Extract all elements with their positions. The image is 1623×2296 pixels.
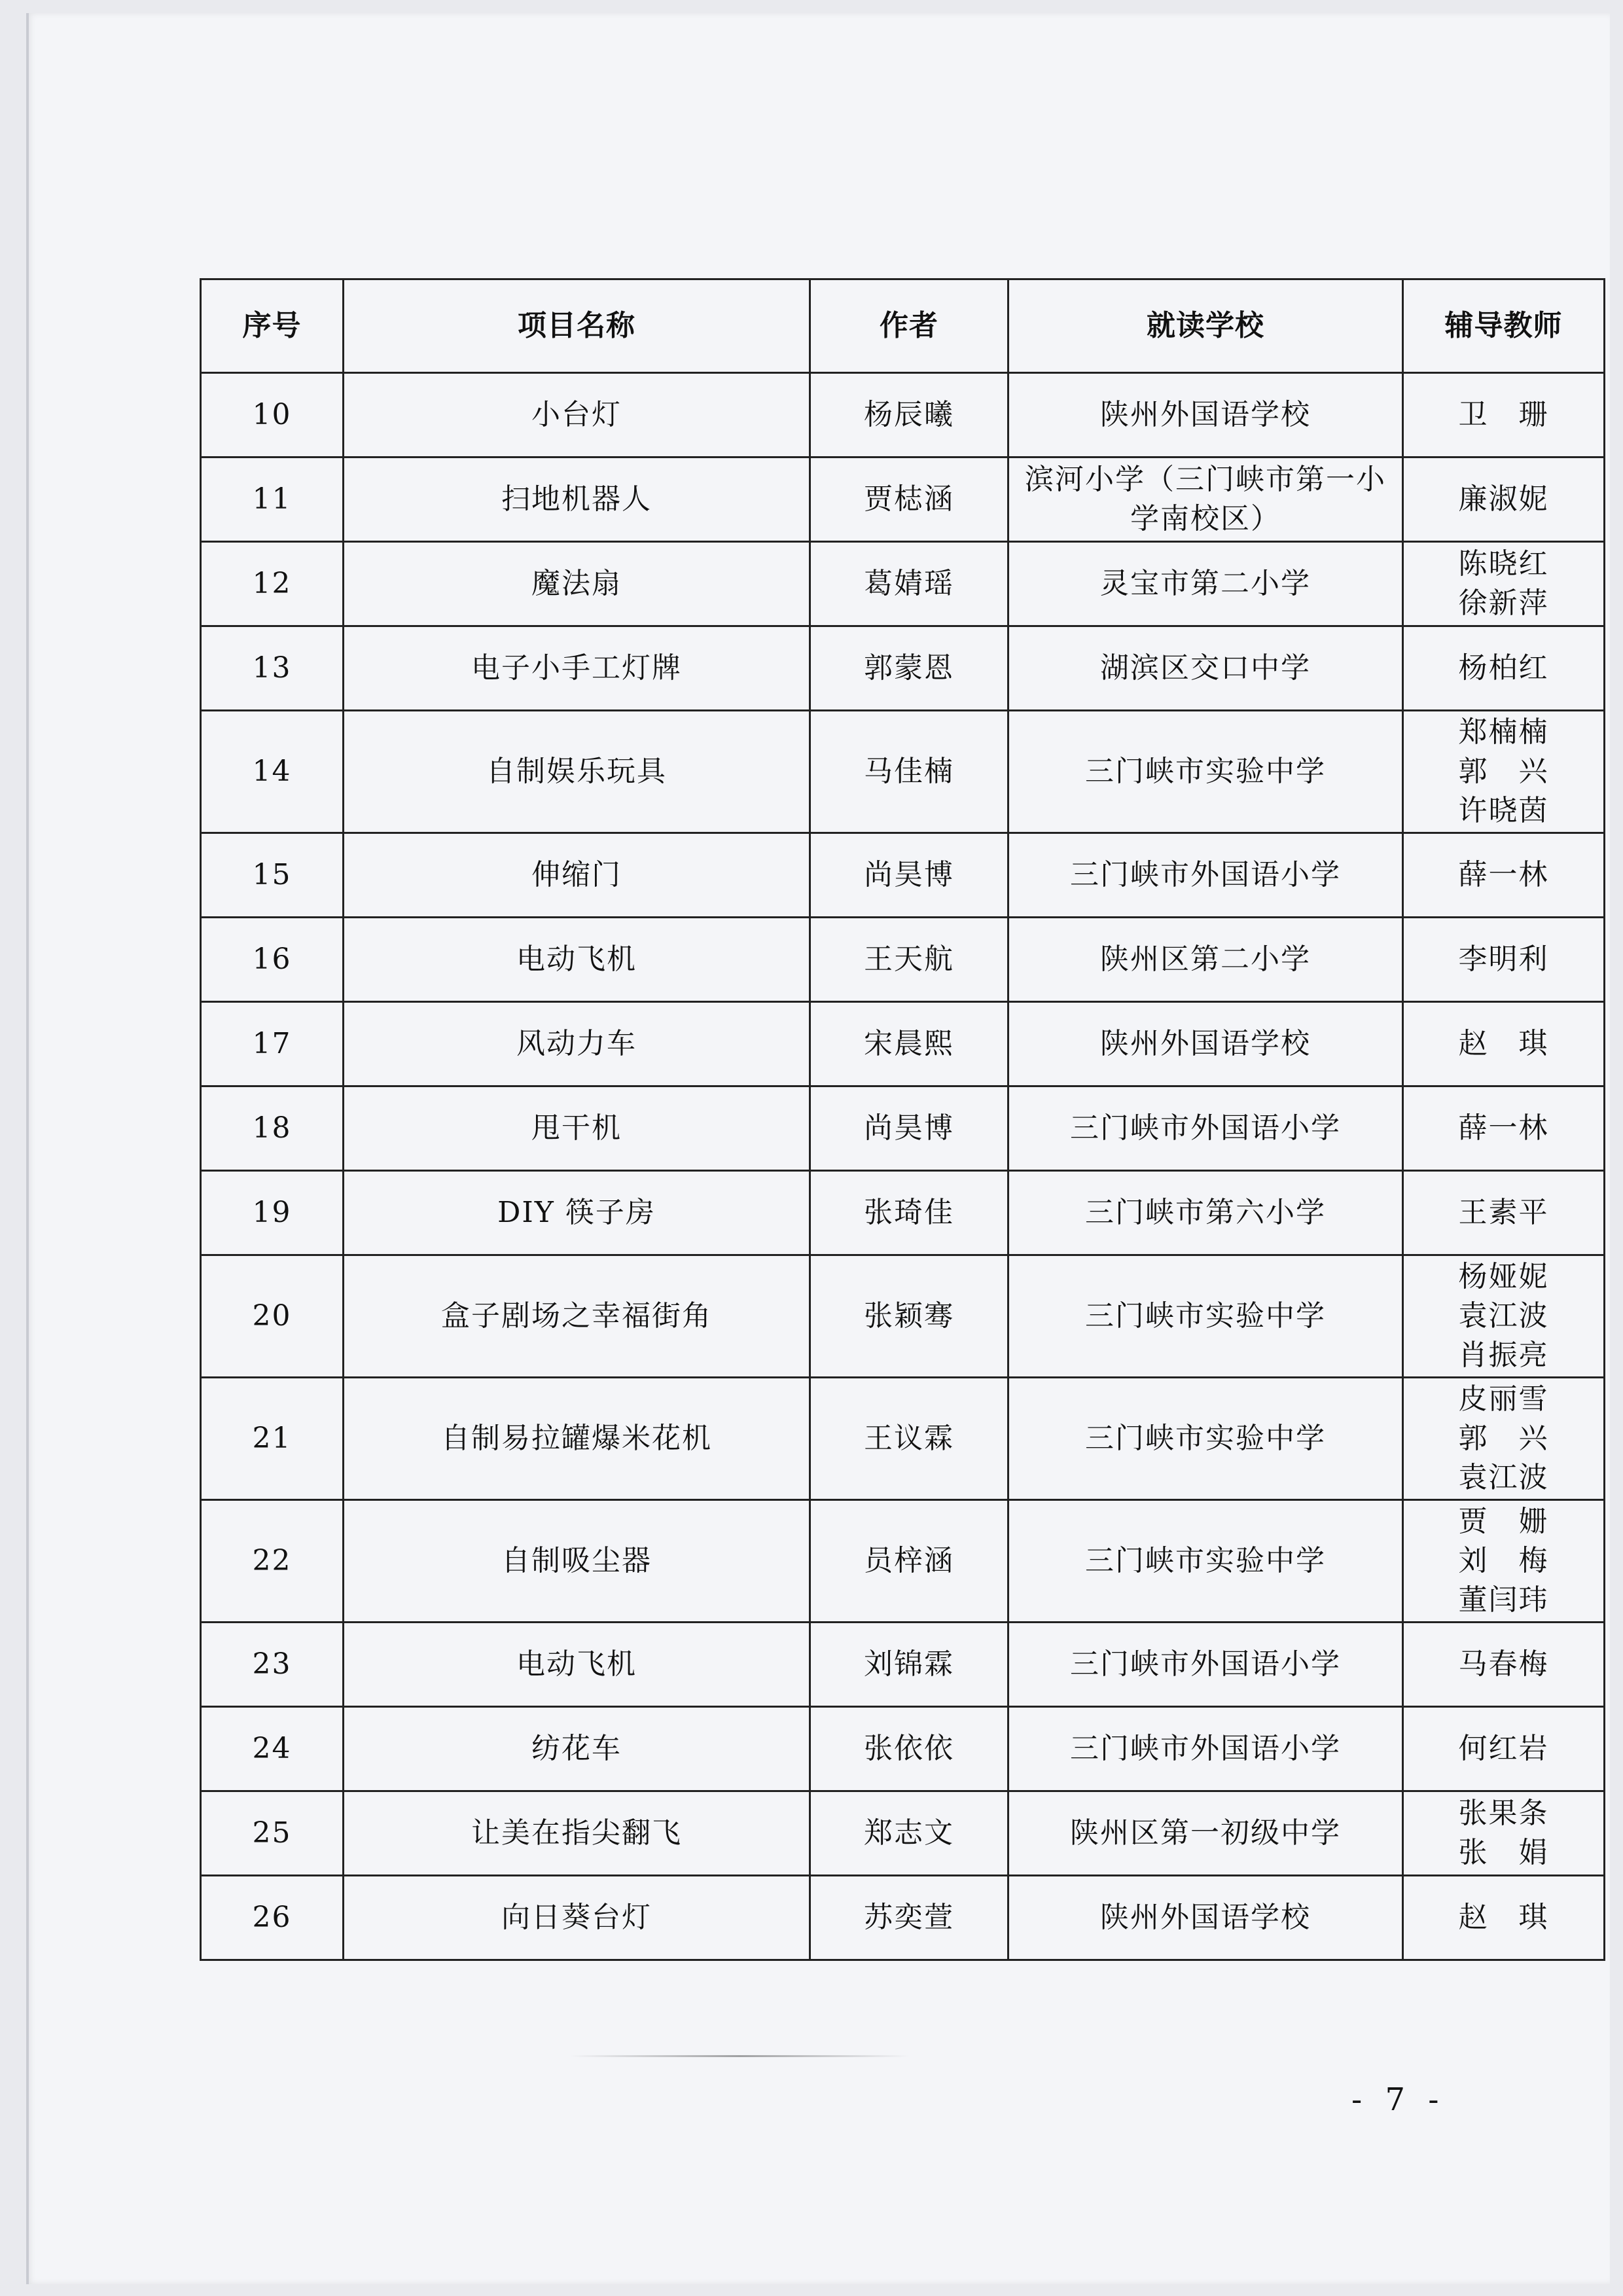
teacher-name: 李明利 [1458, 942, 1549, 976]
teacher-name: 廉淑妮 [1458, 482, 1549, 516]
scan-mark [569, 2055, 910, 2057]
cell-project-name: 电动飞机 [344, 1623, 810, 1707]
teacher-name: 刘 梅 [1458, 1544, 1549, 1577]
cell-teachers [1403, 542, 1605, 626]
cell-no: 24 [201, 1707, 344, 1791]
teacher-name: 赵 琪 [1458, 1027, 1549, 1060]
cell-no: 20 [201, 1255, 344, 1378]
cell-teachers [1403, 918, 1605, 1002]
header-project-name: 项目名称 [344, 279, 810, 373]
cell-school: 陕州外国语学校 [1008, 1876, 1403, 1960]
cell-author: 葛婧瑶 [810, 542, 1008, 626]
table-row [201, 626, 1605, 711]
teacher-name: 皮丽雪 [1458, 1382, 1549, 1416]
cell-school: 三门峡市外国语小学 [1008, 1623, 1403, 1707]
table-row [201, 1707, 1605, 1791]
cell-teachers [1403, 1623, 1605, 1707]
table-row [201, 1171, 1605, 1255]
cell-project-name: 盒子剧场之幸福街角 [344, 1255, 810, 1378]
cell-author: 张颖骞 [810, 1255, 1008, 1378]
cell-author: 张依依 [810, 1707, 1008, 1791]
cell-no: 22 [201, 1500, 344, 1623]
cell-teachers [1403, 1002, 1605, 1086]
teacher-name: 陈晓红 [1458, 547, 1549, 581]
cell-teachers [1403, 373, 1605, 457]
cell-author: 尚昊博 [810, 1086, 1008, 1171]
cell-school: 滨河小学（三门峡市第一小学南校区） [1008, 457, 1403, 542]
teacher-name: 徐新萍 [1458, 586, 1549, 620]
cell-teachers [1403, 626, 1605, 711]
cell-project-name: 向日葵台灯 [344, 1876, 810, 1960]
table-row [201, 711, 1605, 833]
page-number: - 7 - [1351, 2081, 1446, 2118]
cell-project-name: 魔法扇 [344, 542, 810, 626]
cell-project-name: 电子小手工灯牌 [344, 626, 810, 711]
teacher-name: 郑楠楠 [1458, 715, 1549, 749]
teacher-name: 何红岩 [1458, 1732, 1549, 1765]
cell-school: 三门峡市外国语小学 [1008, 1707, 1403, 1791]
cell-no: 19 [201, 1171, 344, 1255]
cell-no: 21 [201, 1378, 344, 1500]
cell-school: 三门峡市外国语小学 [1008, 833, 1403, 918]
cell-author: 贾梽涵 [810, 457, 1008, 542]
table-row [201, 1500, 1605, 1623]
table-row [201, 833, 1605, 918]
table-row [201, 1086, 1605, 1171]
cell-no: 13 [201, 626, 344, 711]
cell-author: 郭蒙恩 [810, 626, 1008, 711]
header-no: 序号 [201, 279, 344, 373]
cell-school: 陕州外国语学校 [1008, 1002, 1403, 1086]
cell-no: 17 [201, 1002, 344, 1086]
cell-project-name: 扫地机器人 [344, 457, 810, 542]
cell-no: 14 [201, 711, 344, 833]
cell-school: 陕州外国语学校 [1008, 373, 1403, 457]
cell-no: 25 [201, 1791, 344, 1876]
header-school: 就读学校 [1008, 279, 1403, 373]
cell-school: 三门峡市实验中学 [1008, 1378, 1403, 1500]
table-row [201, 1002, 1605, 1086]
cell-project-name: 让美在指尖翻飞 [344, 1791, 810, 1876]
cell-author: 杨辰曦 [810, 373, 1008, 457]
cell-teachers [1403, 1500, 1605, 1623]
teacher-name: 郭 兴 [1458, 755, 1549, 788]
cell-teachers [1403, 1791, 1605, 1876]
table-row [201, 1791, 1605, 1876]
table-row [201, 1876, 1605, 1960]
cell-teachers [1403, 1378, 1605, 1500]
award-table [200, 278, 1605, 1961]
cell-school: 三门峡市实验中学 [1008, 1255, 1403, 1378]
cell-school: 三门峡市实验中学 [1008, 711, 1403, 833]
cell-project-name: 小台灯 [344, 373, 810, 457]
cell-no: 10 [201, 373, 344, 457]
teacher-name: 许晓茵 [1458, 794, 1549, 827]
cell-author: 刘锦霖 [810, 1623, 1008, 1707]
cell-school: 三门峡市第六小学 [1008, 1171, 1403, 1255]
page-edge [26, 13, 29, 2284]
teacher-name: 张果条 [1458, 1797, 1549, 1830]
cell-author: 尚昊博 [810, 833, 1008, 918]
teacher-name: 马春梅 [1458, 1647, 1549, 1681]
teacher-name: 贾 姗 [1458, 1505, 1549, 1538]
teacher-name: 薛一林 [1458, 858, 1549, 891]
cell-project-name: 自制易拉罐爆米花机 [344, 1378, 810, 1500]
teacher-name: 董闫玮 [1458, 1583, 1549, 1617]
cell-project-name: 伸缩门 [344, 833, 810, 918]
cell-author: 张琦佳 [810, 1171, 1008, 1255]
table-row [201, 1623, 1605, 1707]
header-author: 作者 [810, 279, 1008, 373]
cell-no: 23 [201, 1623, 344, 1707]
table-row [201, 373, 1605, 457]
cell-project-name: 自制吸尘器 [344, 1500, 810, 1623]
cell-no: 18 [201, 1086, 344, 1171]
cell-school: 三门峡市外国语小学 [1008, 1086, 1403, 1171]
cell-project-name: 甩干机 [344, 1086, 810, 1171]
cell-project-name: 纺花车 [344, 1707, 810, 1791]
teacher-name: 杨柏红 [1458, 651, 1549, 685]
teacher-name: 袁江波 [1458, 1461, 1549, 1494]
cell-school: 三门峡市实验中学 [1008, 1500, 1403, 1623]
cell-teachers [1403, 711, 1605, 833]
table-header [201, 279, 1605, 373]
cell-teachers [1403, 1086, 1605, 1171]
table-body [201, 373, 1605, 1960]
teacher-name: 袁江波 [1458, 1299, 1549, 1333]
cell-no: 26 [201, 1876, 344, 1960]
cell-school: 灵宝市第二小学 [1008, 542, 1403, 626]
teacher-name: 赵 琪 [1458, 1901, 1549, 1934]
cell-teachers [1403, 1171, 1605, 1255]
cell-teachers [1403, 1255, 1605, 1378]
cell-no: 12 [201, 542, 344, 626]
teacher-name: 杨娅妮 [1458, 1260, 1549, 1293]
cell-teachers [1403, 833, 1605, 918]
cell-school: 陕州区第一初级中学 [1008, 1791, 1403, 1876]
cell-school: 湖滨区交口中学 [1008, 626, 1403, 711]
table-row [201, 457, 1605, 542]
cell-no: 15 [201, 833, 344, 918]
teacher-name: 张 娟 [1458, 1836, 1549, 1869]
teacher-name: 郭 兴 [1458, 1422, 1549, 1455]
cell-project-name: 电动飞机 [344, 918, 810, 1002]
cell-author: 宋晨熙 [810, 1002, 1008, 1086]
cell-school: 陕州区第二小学 [1008, 918, 1403, 1002]
table-header-row [201, 279, 1605, 373]
teacher-name: 薛一林 [1458, 1111, 1549, 1145]
teacher-name: 王素平 [1458, 1196, 1549, 1229]
cell-teachers [1403, 1876, 1605, 1960]
cell-author: 员梓涵 [810, 1500, 1008, 1623]
table-row [201, 542, 1605, 626]
cell-author: 王天航 [810, 918, 1008, 1002]
header-teacher: 辅导教师 [1403, 279, 1605, 373]
cell-author: 王议霖 [810, 1378, 1008, 1500]
cell-project-name: 风动力车 [344, 1002, 810, 1086]
cell-project-name: 自制娱乐玩具 [344, 711, 810, 833]
cell-author: 郑志文 [810, 1791, 1008, 1876]
cell-author: 马佳楠 [810, 711, 1008, 833]
teacher-name: 肖振亮 [1458, 1338, 1549, 1372]
cell-author: 苏奕萱 [810, 1876, 1008, 1960]
cell-no: 11 [201, 457, 344, 542]
teacher-name: 卫 珊 [1458, 398, 1549, 431]
cell-teachers [1403, 1707, 1605, 1791]
table-row [201, 1378, 1605, 1500]
table-row [201, 1255, 1605, 1378]
cell-no: 16 [201, 918, 344, 1002]
table-row [201, 918, 1605, 1002]
cell-teachers [1403, 457, 1605, 542]
cell-project-name: DIY 筷子房 [344, 1171, 810, 1255]
